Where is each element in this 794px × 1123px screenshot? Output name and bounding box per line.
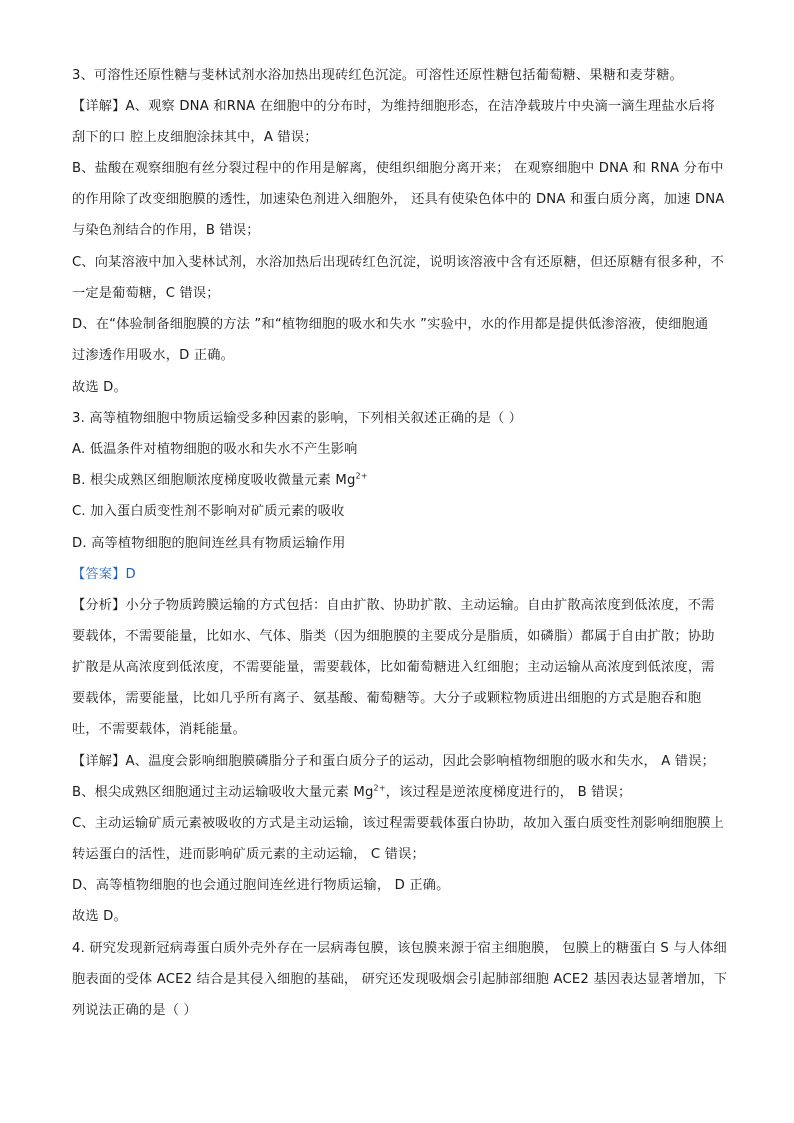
text-line: 要载体，不需要能量，比如水、气体、脂类（因为细胞膜的主要成分是脂质，如磷脂）都属于自由扩散；协助 <box>72 629 715 644</box>
text-line: D、在“体验制备细胞膜的方法 ”和“植物细胞的吸水和失水 ”实验中，水的作用都是提供低渗溶液，使细胞通 <box>72 317 709 332</box>
text-line: 的作用除了改变细胞膜的透性，加速染色剂进入细胞外， 还具有使染色体中的 DNA 和蛋白质分离，加速 DNA <box>72 192 725 207</box>
text-line: 列说法正确的是（ ） <box>72 1003 197 1018</box>
text-line: 【详解】A、温度会影响细胞膜磷脂分子和蛋白质分子的运动，因此会影响植物细胞的吸水和失水， A 错误； <box>72 754 716 769</box>
option-b <box>72 471 734 491</box>
text-segment: B、根尖成熟区细胞通过主动运输吸收大量元素 Mg <box>72 785 374 800</box>
question-stem: 3. 高等植物细胞中物质运输受多种因素的影响，下列相关叙述正确的是（ ） <box>72 411 523 426</box>
text-line: C、主动运输矿质元素被吸收的方式是主动运输，该过程需要载体蛋白协助，故加入蛋白质变性剂影响细胞膜上 <box>72 816 725 831</box>
question-stem: 4. 研究发现新冠病毒蛋白质外壳外存在一层病毒包膜，该包膜来源于宿主细胞膜， 包膜上的糖蛋白 S 与人体细 <box>72 941 727 956</box>
superscript: 2+ <box>373 783 386 793</box>
superscript: 2+ <box>355 471 368 481</box>
text-line: 【分析】小分子物质跨膜运输的方式包括：自由扩散、协助扩散、主动运输。自由扩散高浓度到低浓度，不需 <box>72 598 715 613</box>
text-line: 故选 D。 <box>72 380 127 395</box>
answer-line: 【答案】D <box>72 567 136 582</box>
text-line: B、盐酸在观察细胞有丝分裂过程中的作用是解离，使组织细胞分离开来； 在观察细胞中 DNA 和 RNA 分布中 <box>72 161 724 176</box>
text-line: 过渗透作用吸水，D 正确。 <box>72 348 235 363</box>
text-segment: ，该过程是逆浓度梯度进行的， B 错误； <box>385 785 632 800</box>
option-b-text: B. 根尖成熟区细胞顺浓度梯度吸收微量元素 Mg <box>72 473 356 488</box>
text-line: 一定是葡萄糖，C 错误； <box>72 286 220 301</box>
text-line: 与染色剂结合的作用，B 错误； <box>72 223 260 238</box>
text-line: 【详解】A、观察 DNA 和RNA 在细胞中的分布时，为维持细胞形态，在洁净载玻片中央滴一滴生理盐水后将 <box>72 99 715 114</box>
text-line: 胞表面的受体 ACE2 结合是其侵入细胞的基础， 研究还发现吸烟会引起肺部细胞 ACE2 基因表达显著增加，下 <box>72 972 728 987</box>
text-line: C、向某溶液中加入斐林试剂，水浴加热后出现砖红色沉淀，说明该溶液中含有还原糖，但还原糖有很多种，不 <box>72 255 725 270</box>
option-a: A. 低温条件对植物细胞的吸水和失水不产生影响 <box>72 442 358 457</box>
text-line: 转运蛋白的活性，进而影响矿质元素的主动运输， C 错误； <box>72 847 425 862</box>
text-line: D、高等植物细胞的也会通过胞间连丝进行物质运输， D 正确。 <box>72 878 450 893</box>
text-line: 吐，不需要载体，消耗能量。 <box>72 722 247 737</box>
text-line: 故选 D。 <box>72 909 127 924</box>
option-c: C. 加入蛋白质变性剂不影响对矿质元素的吸收 <box>72 504 345 519</box>
text-line: 要载体，需要能量，比如几乎所有离子、氨基酸、葡萄糖等。大分子或颗粒物质进出细胞的方式是胞吞和胞 <box>72 691 702 706</box>
text-line: 刮下的口 腔上皮细胞涂抹其中，A 错误； <box>72 130 318 145</box>
option-d: D. 高等植物细胞的胞间连丝具有物质运输作用 <box>72 536 346 551</box>
text-line: 3、可溶性还原性糖与斐林试剂水浴加热出现砖红色沉淀。可溶性还原性糖包括葡萄糖、果糖和麦芽糖。 <box>72 68 684 83</box>
text-line: 扩散是从高浓度到低浓度，不需要能量，需要载体，比如葡萄糖进入红细胞；主动运输从高浓度到低浓度，需 <box>72 660 715 675</box>
text-line <box>72 783 734 803</box>
